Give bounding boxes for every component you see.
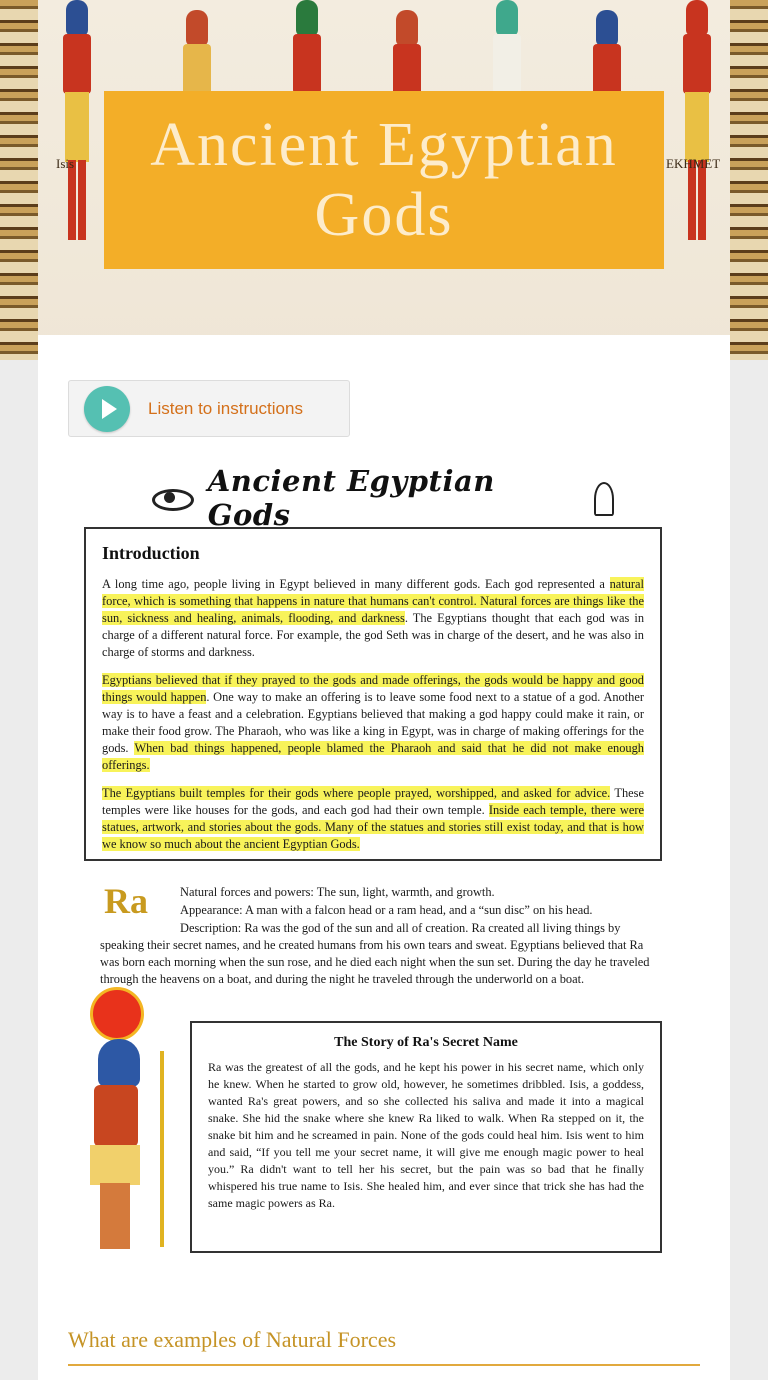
header-banner (0, 0, 768, 360)
hieroglyph-border-right (730, 0, 768, 360)
story-box (190, 1021, 662, 1253)
body-text: These temples were like houses for the gods, and each god had their own temple. (102, 786, 644, 817)
intro-paragraph-3 (102, 785, 644, 853)
story-title: The Story of Ra's Secret Name (334, 1035, 518, 1050)
worksheet-heading-text: Ancient Egyptian Gods (207, 464, 495, 532)
highlighted-text: Inside each temple, there were statues, artwork, and stories about the gods. Many of the statues and stories still exist today, and that is how we know so much about the ancient Egyptian Gods. (102, 803, 644, 851)
banner-label-sekhmet: EKHMET (666, 156, 721, 171)
listen-instructions-label: Listen to instructions (148, 398, 303, 418)
page-title-box (104, 91, 664, 269)
listen-instructions-button[interactable] (68, 380, 350, 437)
play-icon[interactable] (84, 386, 130, 432)
worksheet-card (38, 335, 730, 1380)
question-label: What are examples of Natural Forces (68, 1327, 397, 1352)
intro-paragraph-2 (102, 672, 644, 774)
highlighted-text: The Egyptians built temples for their gods where people prayed, worshipped, and asked for advice. (102, 786, 611, 800)
sun-disc-icon (90, 987, 144, 1041)
body-text: . The Egyptians thought that each god was in charge of a different natural force. For example, the god Seth was in charge of the desert, and he was also in charge of storms and darkness. (102, 611, 645, 659)
ra-appearance: Appearance: A man with a falcon head or a ram head, and a “sun disc” on his head. (180, 903, 593, 917)
story-text: Ra was the greatest of all the gods, and he kept his power in his secret name, which only he knew. When he started to grow old, however, he sometimes dribbled. Isis, a goddess, wanted Ra's great powers, and so she collected his saliva and made it into a magical snake. She hid the snake where she knew Ra liked to walk. When Ra stepped on it, the snake bit him and he screamed in pain. None of the gods could heal him. Isis went to him and said, “If you tell me your secret name, it will give me enough magic power to heal you.” Ra didn't want to tell her his secret, but the pain was so bad that he finally whispered his true name to Isis. She healed him, and ever since that trick she has had the same magic powers as Ra. (208, 1060, 644, 1210)
ra-description: Description: Ra was the god of the sun and all of creation. Ra created all living things by speaking their secret names, and he created humans from his own tears and sweat. Egyptians believed that Ra was born each morning when the sun rose, and he died each night when the sun set. During the day he traveled through the heavens on a boat, and during the night he traveled through the underworld on a boat. (100, 921, 650, 986)
highlighted-text: natural force, which is something that happens in nature that humans can't control. Natural forces are things like the sun, sickness and healing, animals, flooding, and darkness (102, 577, 644, 625)
highlighted-text: Egyptians believed that if they prayed to the gods and made offerings, the gods would be happy and good things would happen (102, 673, 644, 704)
worksheet-heading (150, 464, 620, 532)
introduction-box (84, 527, 662, 861)
hieroglyph-border-left (0, 0, 38, 360)
ra-natural-forces: Natural forces and powers: The sun, light, warmth, and growth. (180, 885, 495, 899)
ra-illustration (80, 987, 180, 1255)
banner-label-isis: Isis (56, 156, 75, 171)
intro-paragraph-1 (102, 576, 644, 661)
eye-of-horus-icon (150, 481, 190, 515)
page-title: Ancient Egyptian Gods (150, 111, 618, 249)
ibis-bird-icon (586, 478, 620, 518)
body-text: . One way to make an offering is to leave some food next to a statue of a god. Another way is to have a feast and a celebration. Egyptians believed that making a god happy could make it rain, or make their food grow. The Pharaoh, who was like a king in Egypt, was in charge of making offerings for the gods. (102, 690, 644, 755)
highlighted-text: When bad things happened, people blamed the Pharaoh and said that he did not make enough offerings. (102, 741, 644, 772)
question-divider (68, 1364, 700, 1366)
body-text: A long time ago, people living in Egypt believed in many different gods. Each god represented a (102, 577, 610, 591)
staff-icon (160, 1051, 164, 1247)
ra-name: Ra (104, 881, 148, 921)
worksheet-image (80, 465, 700, 1260)
introduction-title: Introduction (102, 543, 200, 563)
